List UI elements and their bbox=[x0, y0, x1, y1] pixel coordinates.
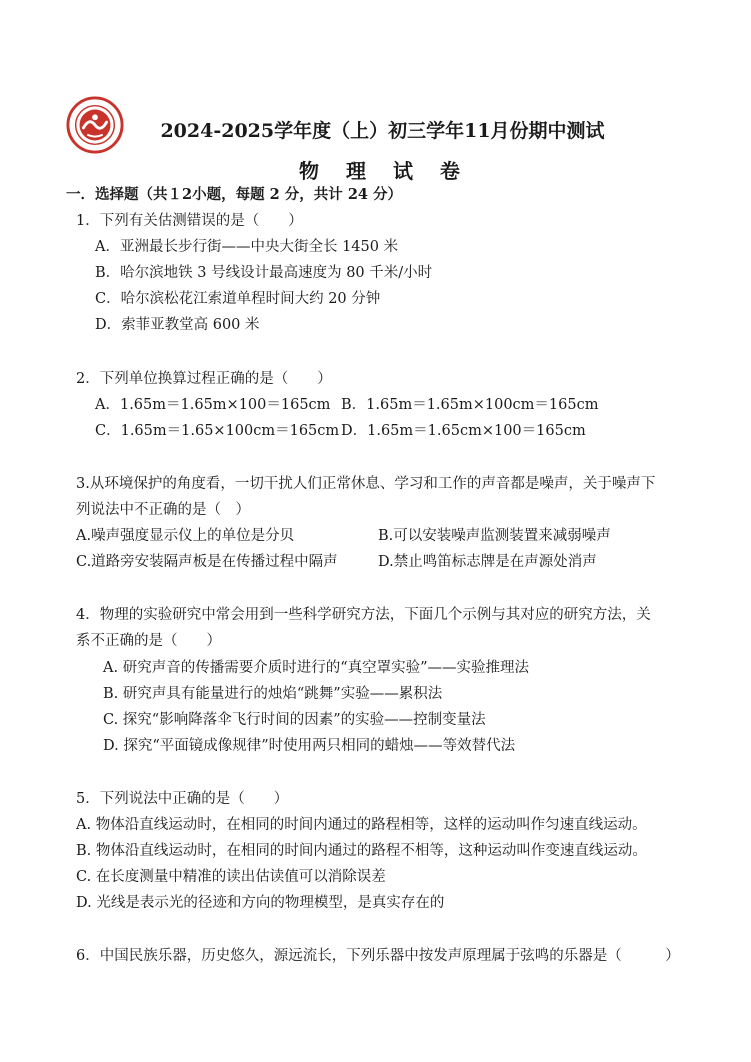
question-3-option-c: C.道路旁安装隔声板是在传播过程中隔声 bbox=[76, 554, 338, 570]
question-4-option-a: A. 研究声音的传播需要介质时进行的“真空罩实验”——实验推理法 bbox=[103, 660, 530, 676]
question-4-option-d: D. 探究“平面镜成像规律”时使用两只相同的蜡烛——等效替代法 bbox=[103, 738, 516, 754]
question-3-stem-line1: 3.从环境保护的角度看，一切干扰人们正常休息、学习和工作的声音都是噪声，关于噪声下 bbox=[76, 476, 656, 492]
question-4-stem-line2: 系不正确的是（ ） bbox=[76, 633, 221, 649]
question-1-option-d: D．索菲亚教堂高 600 米 bbox=[95, 317, 260, 333]
question-3-option-a: A.噪声强度显示仪上的单位是分贝 bbox=[76, 528, 295, 544]
question-4-option-c: C. 探究“影响降落伞飞行时间的因素”的实验——控制变量法 bbox=[103, 712, 486, 728]
question-1-option-a: A．亚洲最长步行街——中央大街全长 1450 米 bbox=[95, 239, 399, 255]
question-1-stem: 1．下列有关估测错误的是（ ） bbox=[76, 213, 303, 229]
question-3-stem-line2: 列说法中不正确的是（ ） bbox=[76, 502, 250, 518]
question-5-option-a: A. 物体沿直线运动时，在相同的时间内通过的路程相等，这样的运动叫作匀速直线运动。 bbox=[76, 817, 647, 833]
question-2-option-a: A．1.65m＝1.65m×100＝165cm bbox=[95, 397, 331, 413]
question-2-option-d: D．1.65m＝1.65cm×100＝165cm bbox=[341, 423, 586, 439]
question-3-option-d: D.禁止鸣笛标志牌是在声源处消声 bbox=[378, 554, 597, 570]
question-5-stem: 5．下列说法中正确的是（ ） bbox=[76, 791, 289, 807]
question-6-stem: 6．中国民族乐器，历史悠久，源远流长，下列乐器中按发声原理属于弦鸣的乐器是（ ） bbox=[76, 948, 680, 964]
question-5-option-d: D. 光线是表示光的径迹和方向的物理模型，是真实存在的 bbox=[76, 895, 445, 911]
question-1-option-c: C．哈尔滨松花江索道单程时间大约 20 分钟 bbox=[95, 291, 381, 307]
question-5-option-c: C. 在长度测量中精准的读出估读值可以消除误差 bbox=[76, 869, 386, 885]
question-2-stem: 2．下列单位换算过程正确的是（ ） bbox=[76, 371, 332, 387]
question-2-option-c: C．1.65m＝1.65×100cm＝165cm bbox=[95, 423, 340, 439]
subject-title: 物 理 试 卷 bbox=[299, 159, 470, 183]
question-5-option-b: B. 物体沿直线运动时，在相同的时间内通过的路程不相等，这种运动叫作变速直线运动。 bbox=[76, 843, 647, 859]
question-3-option-b: B.可以安装噪声监测装置来减弱噪声 bbox=[378, 528, 611, 544]
exam-title: 2024-2025学年度（上）初三学年11月份期中测试 bbox=[160, 120, 605, 142]
question-2-option-b: B．1.65m＝1.65m×100cm＝165cm bbox=[341, 397, 599, 413]
question-4-option-b: B. 研究声具有能量进行的烛焰“跳舞”实验——累积法 bbox=[103, 686, 443, 702]
question-4-stem-line1: 4．物理的实验研究中常会用到一些科学研究方法，下面几个示例与其对应的研究方法，关 bbox=[76, 607, 651, 623]
question-1-option-b: B．哈尔滨地铁 3 号线设计最高速度为 80 千米/小时 bbox=[95, 265, 433, 281]
section-heading: 一．选择题（共１2小题，每题 2 分，共计 24 分） bbox=[66, 186, 403, 203]
